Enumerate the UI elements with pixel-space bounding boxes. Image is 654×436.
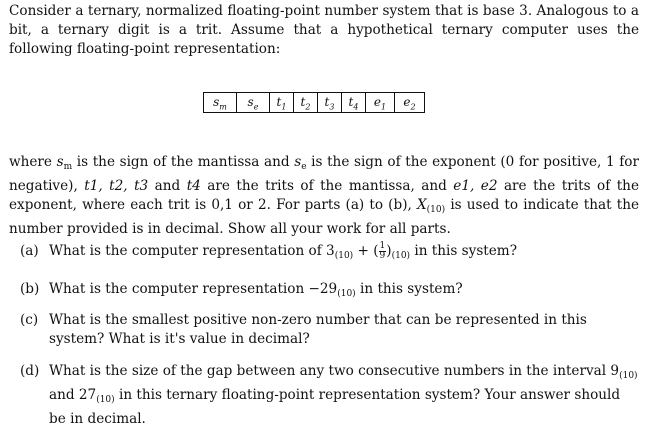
where-x-var: X	[416, 197, 427, 213]
cell-t4-sub: 4	[353, 102, 359, 112]
cell-t4-var: t	[348, 95, 354, 109]
question-d-label: (d)	[20, 363, 40, 379]
definition-paragraph	[9, 153, 639, 239]
cell-e1-sub: 1	[381, 102, 387, 112]
where-se-var: s	[294, 154, 302, 170]
where-text-7: is used to indicate that the number provided is in decimal. Show all your work for all parts.	[9, 197, 639, 237]
cell-t3-sub: 3	[329, 102, 335, 112]
question-d	[20, 362, 640, 429]
cell-sign-exponent	[237, 93, 270, 112]
cell-se-var: s	[247, 95, 254, 109]
cell-t2-var: t	[300, 95, 306, 109]
qb-pre: What is the computer representation −29	[49, 281, 338, 297]
cell-e2-var: e	[403, 95, 411, 109]
question-d-text	[49, 362, 640, 429]
question-a	[20, 242, 640, 266]
question-b	[20, 280, 640, 304]
where-sm-sub: m	[63, 162, 73, 172]
where-exponent-list: e1, e2	[453, 178, 498, 194]
cell-sm-sub: m	[219, 102, 227, 112]
cell-trit-2	[294, 93, 318, 112]
where-text-5: are the trits of the mantissa, and	[200, 178, 454, 194]
qd-sub2: (10)	[96, 395, 115, 405]
qa-pre: What is the computer representation of 3	[49, 243, 335, 259]
qd-post: in this ternary floating-point representation system? Your answer should be in decimal.	[49, 387, 621, 427]
where-se-sub: e	[301, 162, 307, 172]
cell-e2-sub: 2	[410, 102, 416, 112]
question-a-label: (a)	[20, 243, 39, 259]
cell-exponent-1	[366, 93, 395, 112]
where-sm-var: s	[56, 154, 64, 170]
cell-trit-1	[270, 93, 294, 112]
qa-sub1: (10)	[334, 251, 354, 261]
cell-se-sub: e	[253, 102, 259, 112]
intro-paragraph: Consider a ternary, normalized floating-point number system that is base 3. Analogous to a bit, a ternary digit is a trit. Assume that a hypothetical ternary computer uses the following floating-point representation:	[9, 3, 639, 57]
qa-denominator: 9	[379, 251, 386, 261]
question-b-label: (b)	[20, 281, 40, 297]
cell-t3-var: t	[324, 95, 330, 109]
qa-close-paren: )	[386, 243, 392, 259]
qb-post: in this system?	[355, 281, 463, 297]
cell-t1-var: t	[276, 95, 282, 109]
cell-e1-var: e	[373, 95, 381, 109]
cell-trit-4	[342, 93, 366, 112]
cell-trit-3	[318, 93, 342, 112]
where-trits-list: t1, t2, t3	[84, 178, 149, 194]
question-c	[20, 311, 640, 349]
qa-plus: + (	[353, 243, 379, 259]
question-c-label: (c)	[20, 312, 39, 328]
where-text-4: and	[148, 178, 187, 194]
where-text-1: where	[9, 154, 57, 170]
question-c-text: What is the smallest positive non-zero number that can be represented in this system? What is it's value in decimal?	[49, 312, 587, 347]
qd-pre: What is the size of the gap between any two consecutive numbers in the interval 9	[49, 363, 620, 379]
qa-sub2: (10)	[391, 251, 411, 261]
qd-mid: and 27	[49, 387, 97, 403]
where-text-2: is the sign of the mantissa and	[72, 154, 295, 170]
qa-post: in this system?	[410, 243, 517, 259]
where-t4-var: t4	[186, 178, 201, 194]
question-a-text	[49, 242, 640, 266]
where-text-3: is the sign of the exponent (0 for positive, 1 for negative),	[9, 154, 639, 194]
cell-exponent-2	[395, 93, 424, 112]
cell-t2-sub: 2	[305, 102, 311, 112]
qb-sub: (10)	[337, 289, 356, 299]
cell-t1-sub: 1	[281, 102, 287, 112]
qa-numerator: 1	[379, 241, 386, 251]
where-x-sub: (10)	[426, 205, 446, 215]
where-text-6: are the trits of the exponent, where each trit is 0,1 or 2. For parts (a) to (b),	[9, 178, 639, 213]
cell-sm-var: s	[213, 95, 220, 109]
floating-point-register-diagram	[203, 92, 425, 113]
cell-sign-mantissa	[204, 93, 237, 112]
qd-sub1: (10)	[619, 371, 638, 381]
question-b-text	[49, 280, 640, 304]
